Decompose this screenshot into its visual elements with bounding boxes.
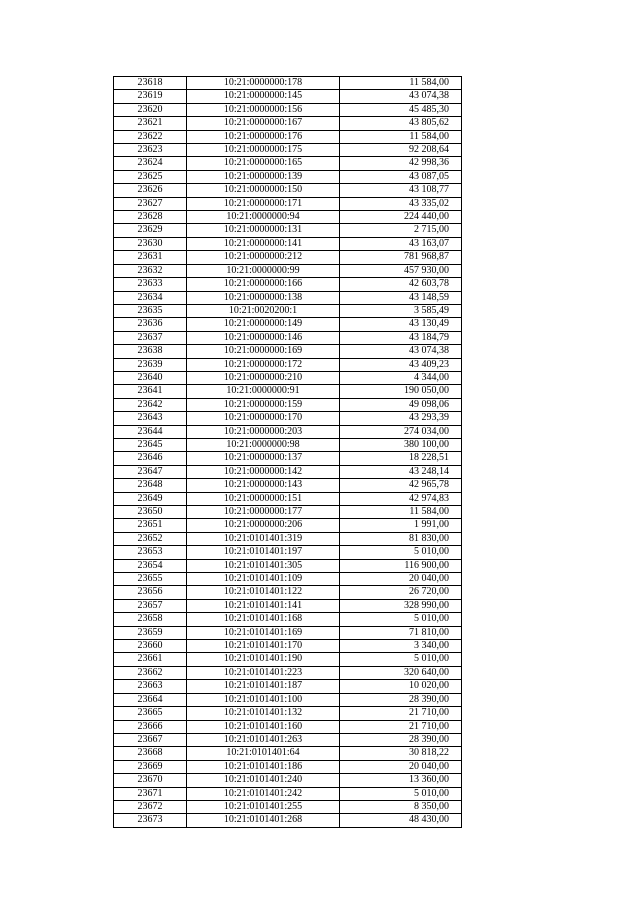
row-number-cell: 23654	[114, 559, 187, 572]
row-number-cell: 23625	[114, 170, 187, 183]
table-row	[114, 720, 462, 733]
cadastral-value-cell: 1 991,00	[340, 519, 462, 532]
cadastral-number-cell: 10:21:0101401:305	[187, 559, 340, 572]
cadastral-value-cell: 781 968,87	[340, 251, 462, 264]
table-row	[114, 291, 462, 304]
table-row	[114, 304, 462, 317]
row-number-cell: 23664	[114, 693, 187, 706]
row-number-cell: 23662	[114, 666, 187, 679]
cadastral-value-cell: 43 248,14	[340, 465, 462, 478]
table-row	[114, 559, 462, 572]
table-row	[114, 130, 462, 143]
cadastral-value-cell: 21 710,00	[340, 720, 462, 733]
cadastral-value-cell: 380 100,00	[340, 438, 462, 451]
cadastral-number-cell: 10:21:0000000:169	[187, 345, 340, 358]
row-number-cell: 23659	[114, 626, 187, 639]
cadastral-number-cell: 10:21:0000000:165	[187, 157, 340, 170]
row-number-cell: 23621	[114, 117, 187, 130]
cadastral-value-cell: 8 350,00	[340, 800, 462, 813]
cadastral-value-cell: 42 998,36	[340, 157, 462, 170]
row-number-cell: 23667	[114, 733, 187, 746]
table-row	[114, 532, 462, 545]
table-row	[114, 103, 462, 116]
cadastral-number-cell: 10:21:0101401:268	[187, 814, 340, 827]
cadastral-value-cell: 190 050,00	[340, 385, 462, 398]
cadastral-number-cell: 10:21:0101401:132	[187, 707, 340, 720]
cadastral-number-cell: 10:21:0000000:150	[187, 184, 340, 197]
table-row	[114, 787, 462, 800]
cadastral-number-cell: 10:21:0020200:1	[187, 304, 340, 317]
table-row	[114, 318, 462, 331]
cadastral-value-cell: 274 034,00	[340, 425, 462, 438]
table-row	[114, 224, 462, 237]
cadastral-number-cell: 10:21:0000000:141	[187, 237, 340, 250]
row-number-cell: 23668	[114, 747, 187, 760]
row-number-cell: 23650	[114, 506, 187, 519]
cadastral-number-cell: 10:21:0000000:177	[187, 506, 340, 519]
cadastral-value-cell: 28 390,00	[340, 733, 462, 746]
cadastral-number-cell: 10:21:0000000:131	[187, 224, 340, 237]
cadastral-value-cell: 457 930,00	[340, 264, 462, 277]
cadastral-value-cell: 48 430,00	[340, 814, 462, 827]
table-row	[114, 398, 462, 411]
cadastral-value-cell: 43 409,23	[340, 358, 462, 371]
table-row	[114, 358, 462, 371]
table-row	[114, 479, 462, 492]
cadastral-number-cell: 10:21:0101401:197	[187, 546, 340, 559]
row-number-cell: 23624	[114, 157, 187, 170]
table-row	[114, 197, 462, 210]
cadastral-value-cell: 328 990,00	[340, 599, 462, 612]
cadastral-number-cell: 10:21:0000000:94	[187, 211, 340, 224]
cadastral-value-cell: 3 340,00	[340, 640, 462, 653]
cadastral-number-cell: 10:21:0101401:64	[187, 747, 340, 760]
cadastral-value-cell: 11 584,00	[340, 506, 462, 519]
table-row	[114, 425, 462, 438]
row-number-cell: 23660	[114, 640, 187, 653]
table-row	[114, 117, 462, 130]
row-number-cell: 23655	[114, 573, 187, 586]
row-number-cell: 23647	[114, 465, 187, 478]
cadastral-value-cell: 43 184,79	[340, 331, 462, 344]
table-body	[114, 77, 462, 828]
cadastral-value-cell: 28 390,00	[340, 693, 462, 706]
cadastral-value-cell: 43 163,07	[340, 237, 462, 250]
row-number-cell: 23620	[114, 103, 187, 116]
cadastral-number-cell: 10:21:0101401:122	[187, 586, 340, 599]
cadastral-number-cell: 10:21:0000000:178	[187, 77, 340, 90]
cadastral-number-cell: 10:21:0101401:168	[187, 613, 340, 626]
cadastral-value-cell: 71 810,00	[340, 626, 462, 639]
row-number-cell: 23663	[114, 680, 187, 693]
cadastral-number-cell: 10:21:0101401:186	[187, 760, 340, 773]
table-row	[114, 733, 462, 746]
row-number-cell: 23641	[114, 385, 187, 398]
row-number-cell: 23646	[114, 452, 187, 465]
cadastral-value-cell: 92 208,64	[340, 144, 462, 157]
row-number-cell: 23648	[114, 479, 187, 492]
cadastral-number-cell: 10:21:0000000:143	[187, 479, 340, 492]
cadastral-number-cell: 10:21:0101401:170	[187, 640, 340, 653]
cadastral-value-cell: 20 040,00	[340, 573, 462, 586]
row-number-cell: 23669	[114, 760, 187, 773]
row-number-cell: 23670	[114, 774, 187, 787]
row-number-cell: 23622	[114, 130, 187, 143]
cadastral-value-cell: 10 020,00	[340, 680, 462, 693]
table-row	[114, 331, 462, 344]
cadastral-number-cell: 10:21:0000000:210	[187, 371, 340, 384]
cadastral-number-cell: 10:21:0000000:151	[187, 492, 340, 505]
table-row	[114, 613, 462, 626]
row-number-cell: 23635	[114, 304, 187, 317]
cadastral-value-cell: 42 603,78	[340, 278, 462, 291]
cadastral-value-cell: 11 584,00	[340, 77, 462, 90]
row-number-cell: 23630	[114, 237, 187, 250]
table-row	[114, 492, 462, 505]
row-number-cell: 23645	[114, 438, 187, 451]
cadastral-number-cell: 10:21:0000000:172	[187, 358, 340, 371]
cadastral-value-cell: 3 585,49	[340, 304, 462, 317]
table-row	[114, 586, 462, 599]
cadastral-value-cell: 4 344,00	[340, 371, 462, 384]
cadastral-number-cell: 10:21:0000000:167	[187, 117, 340, 130]
table-row	[114, 371, 462, 384]
cadastral-number-cell: 10:21:0000000:145	[187, 90, 340, 103]
row-number-cell: 23666	[114, 720, 187, 733]
cadastral-number-cell: 10:21:0000000:170	[187, 412, 340, 425]
cadastral-number-cell: 10:21:0101401:160	[187, 720, 340, 733]
cadastral-number-cell: 10:21:0000000:166	[187, 278, 340, 291]
row-number-cell: 23639	[114, 358, 187, 371]
cadastral-value-cell: 5 010,00	[340, 546, 462, 559]
cadastral-value-cell: 43 108,77	[340, 184, 462, 197]
cadastral-value-cell: 42 974,83	[340, 492, 462, 505]
table-row	[114, 465, 462, 478]
row-number-cell: 23627	[114, 197, 187, 210]
cadastral-number-cell: 10:21:0101401:240	[187, 774, 340, 787]
cadastral-number-cell: 10:21:0000000:203	[187, 425, 340, 438]
cadastral-number-cell: 10:21:0101401:319	[187, 532, 340, 545]
cadastral-number-cell: 10:21:0101401:255	[187, 800, 340, 813]
row-number-cell: 23631	[114, 251, 187, 264]
row-number-cell: 23673	[114, 814, 187, 827]
table-row	[114, 653, 462, 666]
cadastral-value-cell: 11 584,00	[340, 130, 462, 143]
cadastral-value-cell: 43 074,38	[340, 90, 462, 103]
row-number-cell: 23672	[114, 800, 187, 813]
table-row	[114, 452, 462, 465]
row-number-cell: 23656	[114, 586, 187, 599]
cadastral-number-cell: 10:21:0101401:263	[187, 733, 340, 746]
table-row	[114, 760, 462, 773]
row-number-cell: 23632	[114, 264, 187, 277]
cadastral-value-cell: 13 360,00	[340, 774, 462, 787]
row-number-cell: 23642	[114, 398, 187, 411]
row-number-cell: 23623	[114, 144, 187, 157]
cadastral-number-cell: 10:21:0101401:187	[187, 680, 340, 693]
row-number-cell: 23658	[114, 613, 187, 626]
cadastral-value-cell: 43 148,59	[340, 291, 462, 304]
table-row	[114, 184, 462, 197]
row-number-cell: 23634	[114, 291, 187, 304]
row-number-cell: 23657	[114, 599, 187, 612]
cadastral-value-cell: 21 710,00	[340, 707, 462, 720]
table-row	[114, 144, 462, 157]
cadastral-number-cell: 10:21:0000000:146	[187, 331, 340, 344]
row-number-cell: 23628	[114, 211, 187, 224]
table-row	[114, 77, 462, 90]
cadastral-number-cell: 10:21:0000000:137	[187, 452, 340, 465]
table-row	[114, 666, 462, 679]
table-row	[114, 519, 462, 532]
table-row	[114, 599, 462, 612]
cadastral-number-cell: 10:21:0101401:169	[187, 626, 340, 639]
row-number-cell: 23626	[114, 184, 187, 197]
table-row	[114, 640, 462, 653]
cadastral-number-cell: 10:21:0000000:139	[187, 170, 340, 183]
cadastral-value-cell: 320 640,00	[340, 666, 462, 679]
cadastral-number-cell: 10:21:0101401:242	[187, 787, 340, 800]
cadastral-number-cell: 10:21:0000000:156	[187, 103, 340, 116]
table-row	[114, 90, 462, 103]
row-number-cell: 23665	[114, 707, 187, 720]
cadastral-number-cell: 10:21:0000000:149	[187, 318, 340, 331]
cadastral-number-cell: 10:21:0000000:171	[187, 197, 340, 210]
cadastral-value-cell: 5 010,00	[340, 613, 462, 626]
table-row	[114, 626, 462, 639]
row-number-cell: 23636	[114, 318, 187, 331]
table-row	[114, 251, 462, 264]
table-row	[114, 278, 462, 291]
row-number-cell: 23629	[114, 224, 187, 237]
cadastral-value-cell: 81 830,00	[340, 532, 462, 545]
row-number-cell: 23661	[114, 653, 187, 666]
row-number-cell: 23643	[114, 412, 187, 425]
cadastral-number-cell: 10:21:0000000:175	[187, 144, 340, 157]
cadastral-value-cell: 42 965,78	[340, 479, 462, 492]
row-number-cell: 23651	[114, 519, 187, 532]
row-number-cell: 23652	[114, 532, 187, 545]
table-row	[114, 264, 462, 277]
table-row	[114, 237, 462, 250]
table-row	[114, 747, 462, 760]
row-number-cell: 23618	[114, 77, 187, 90]
table-row	[114, 345, 462, 358]
row-number-cell: 23640	[114, 371, 187, 384]
cadastral-value-cell: 18 228,51	[340, 452, 462, 465]
cadastral-number-cell: 10:21:0000000:99	[187, 264, 340, 277]
row-number-cell: 23653	[114, 546, 187, 559]
table-row	[114, 680, 462, 693]
row-number-cell: 23644	[114, 425, 187, 438]
cadastral-value-cell: 43 805,62	[340, 117, 462, 130]
cadastral-number-cell: 10:21:0101401:190	[187, 653, 340, 666]
cadastral-value-cell: 43 293,39	[340, 412, 462, 425]
cadastral-value-cell: 116 900,00	[340, 559, 462, 572]
table-row	[114, 800, 462, 813]
row-number-cell: 23638	[114, 345, 187, 358]
row-number-cell: 23633	[114, 278, 187, 291]
table-row	[114, 211, 462, 224]
cadastral-value-cell: 45 485,30	[340, 103, 462, 116]
table-row	[114, 546, 462, 559]
table-row	[114, 412, 462, 425]
cadastral-value-cell: 43 130,49	[340, 318, 462, 331]
cadastral-number-cell: 10:21:0000000:176	[187, 130, 340, 143]
document-page	[113, 76, 462, 828]
cadastral-value-cell: 20 040,00	[340, 760, 462, 773]
cadastral-number-cell: 10:21:0101401:141	[187, 599, 340, 612]
cadastral-number-cell: 10:21:0000000:91	[187, 385, 340, 398]
table-row	[114, 693, 462, 706]
cadastral-value-cell: 30 818,22	[340, 747, 462, 760]
cadastral-number-cell: 10:21:0101401:100	[187, 693, 340, 706]
cadastral-value-cell: 49 098,06	[340, 398, 462, 411]
cadastral-value-cell: 5 010,00	[340, 787, 462, 800]
cadastral-value-cell: 26 720,00	[340, 586, 462, 599]
table-row	[114, 707, 462, 720]
cadastral-number-cell: 10:21:0000000:159	[187, 398, 340, 411]
cadastral-number-cell: 10:21:0000000:138	[187, 291, 340, 304]
row-number-cell: 23671	[114, 787, 187, 800]
cadastral-value-cell: 43 087,05	[340, 170, 462, 183]
cadastral-number-cell: 10:21:0101401:109	[187, 573, 340, 586]
cadastral-number-cell: 10:21:0000000:206	[187, 519, 340, 532]
table-row	[114, 774, 462, 787]
cadastral-number-cell: 10:21:0101401:223	[187, 666, 340, 679]
table-row	[114, 506, 462, 519]
cadastral-value-cell: 2 715,00	[340, 224, 462, 237]
cadastral-number-cell: 10:21:0000000:142	[187, 465, 340, 478]
cadastral-value-cell: 43 335,02	[340, 197, 462, 210]
table-row	[114, 814, 462, 827]
table-row	[114, 170, 462, 183]
table-row	[114, 385, 462, 398]
cadastral-value-cell: 224 440,00	[340, 211, 462, 224]
row-number-cell: 23637	[114, 331, 187, 344]
cadastral-number-cell: 10:21:0000000:98	[187, 438, 340, 451]
table-row	[114, 157, 462, 170]
row-number-cell: 23619	[114, 90, 187, 103]
row-number-cell: 23649	[114, 492, 187, 505]
cadastral-value-cell: 43 074,38	[340, 345, 462, 358]
table-row	[114, 438, 462, 451]
cadastral-value-table	[113, 76, 462, 828]
cadastral-number-cell: 10:21:0000000:212	[187, 251, 340, 264]
cadastral-value-cell: 5 010,00	[340, 653, 462, 666]
table-row	[114, 573, 462, 586]
